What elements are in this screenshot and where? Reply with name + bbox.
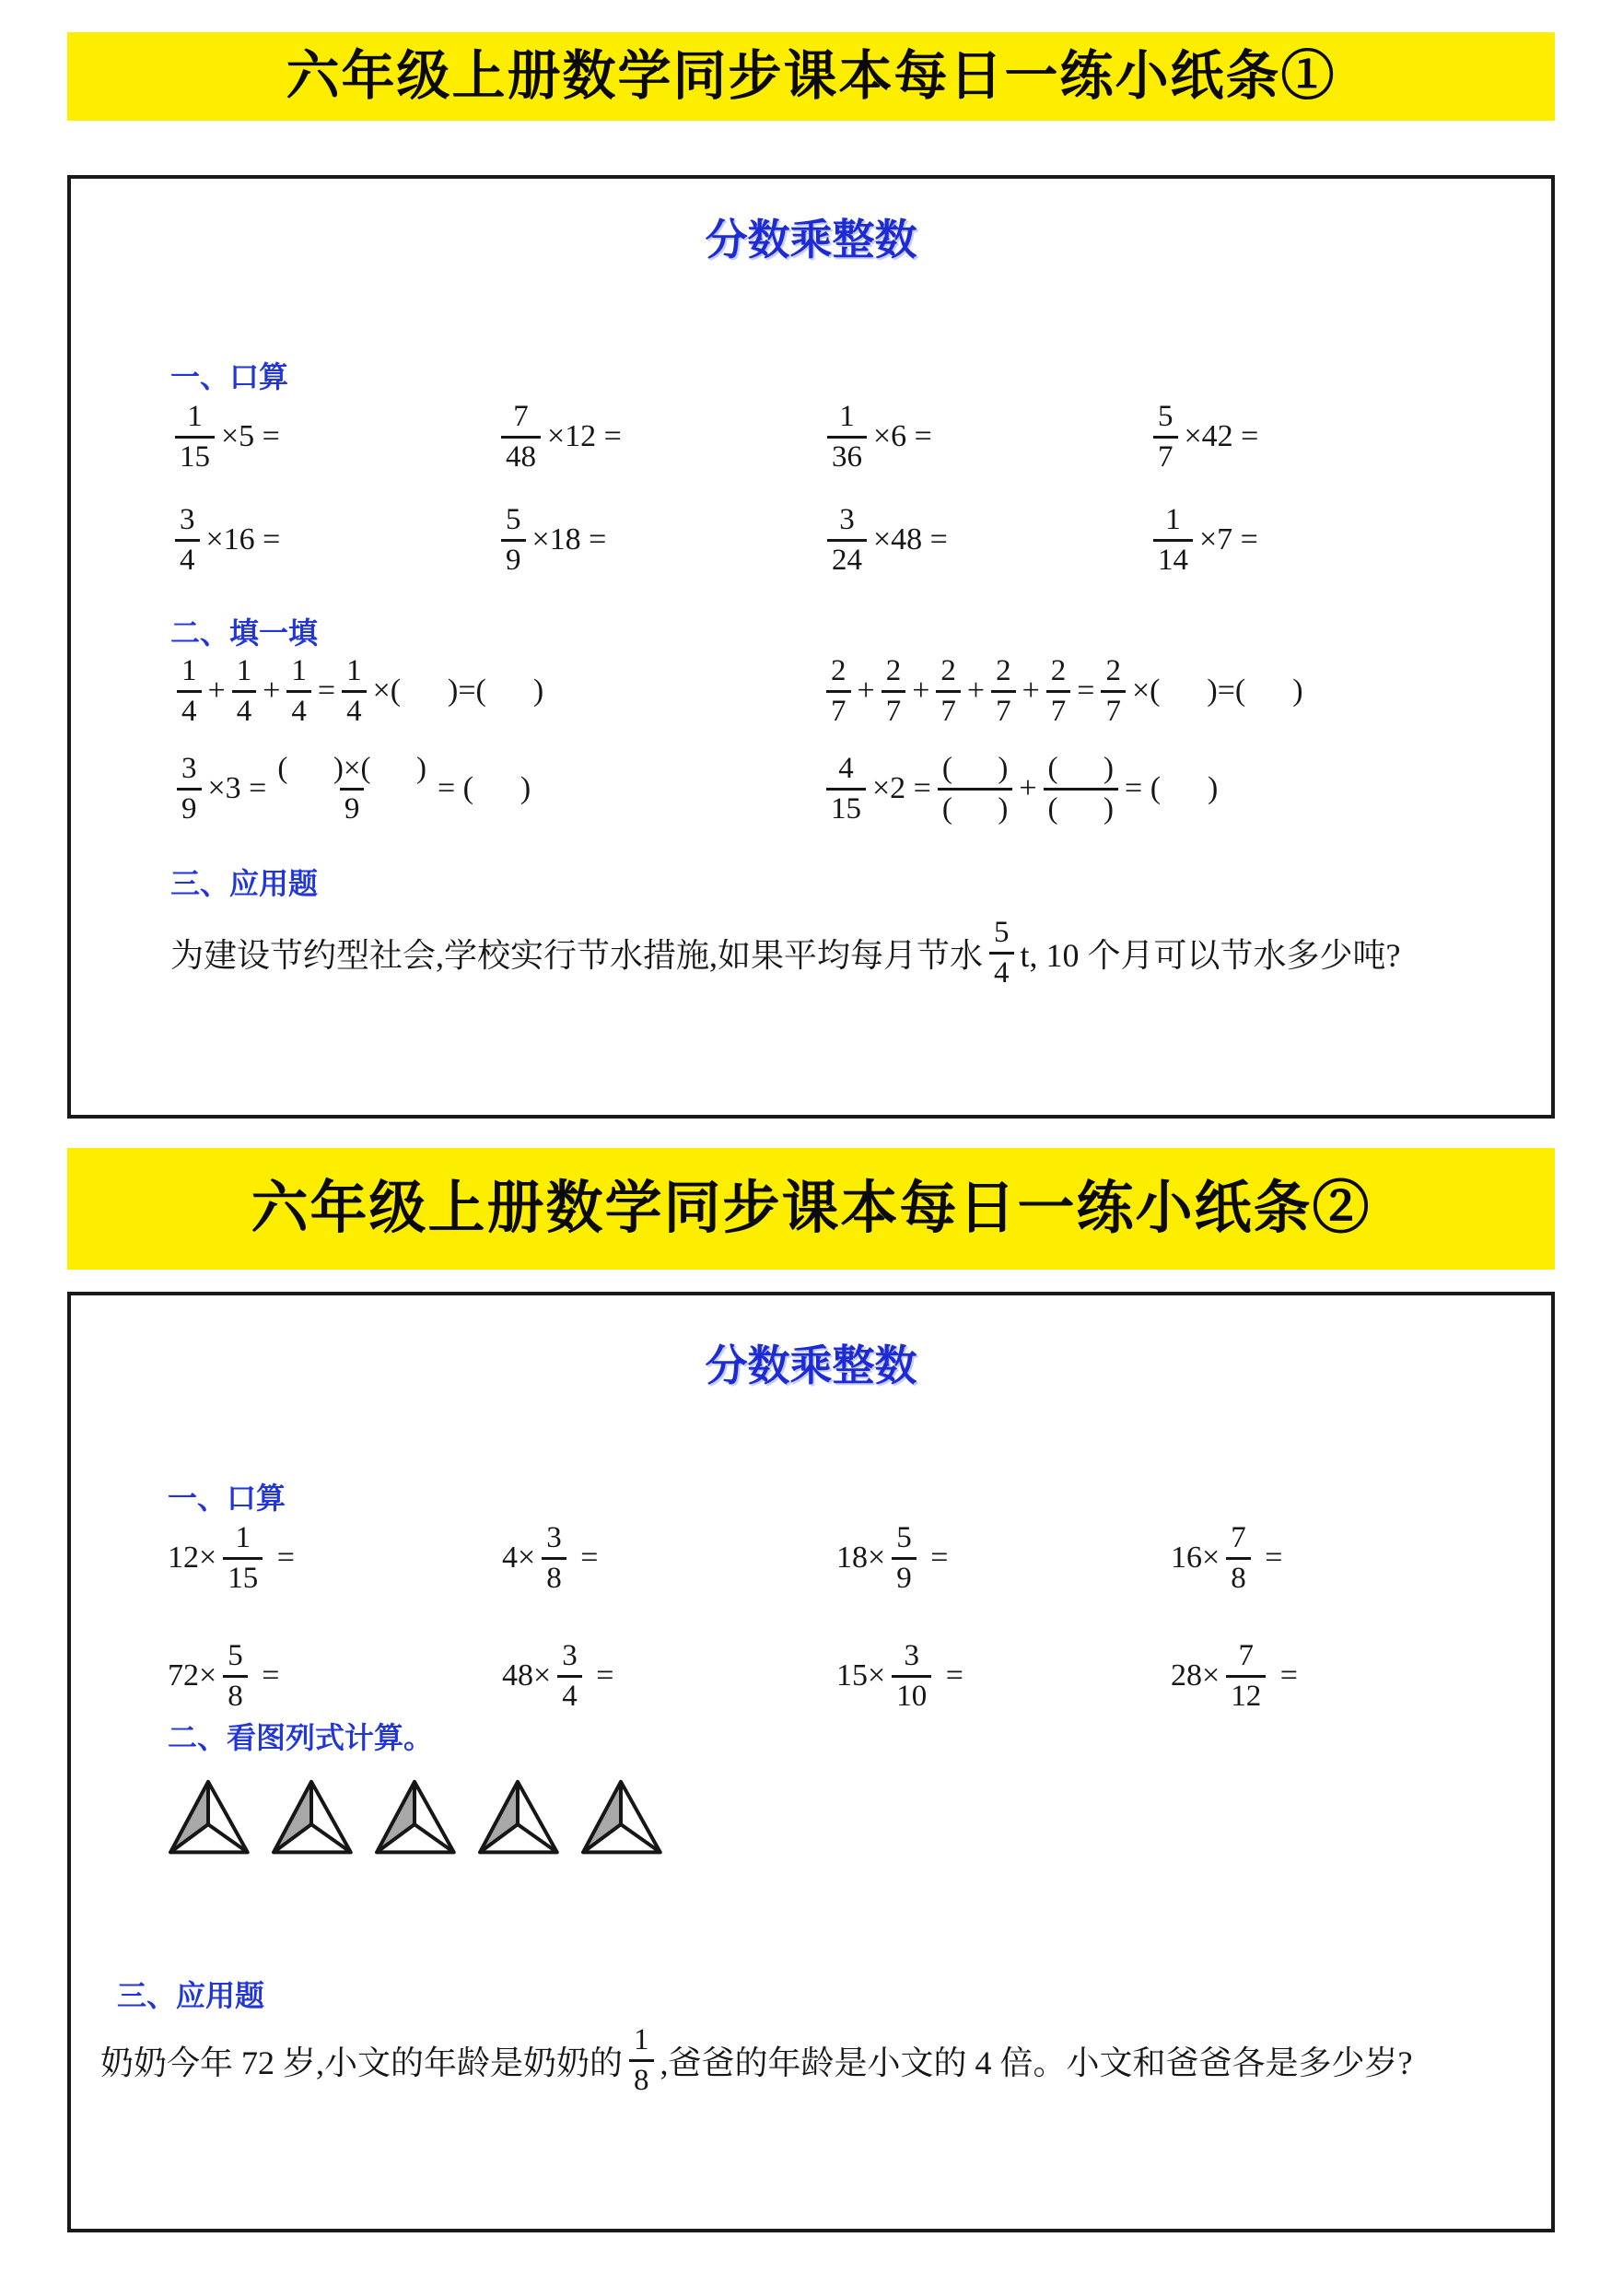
math-text: 16×	[1171, 1540, 1220, 1576]
oral-problem	[835, 1639, 1169, 1714]
fraction: $\frac{4}{15}$	[826, 752, 866, 826]
math-text: 28×	[1171, 1658, 1220, 1693]
fraction: $\frac{5}{7}$	[1153, 400, 1178, 474]
fraction: $\frac{3}{4}$	[175, 503, 200, 578]
oral-problem	[166, 1639, 500, 1714]
worksheet-2-title: 分数乘整数	[705, 1341, 917, 1389]
oral-problems-1	[170, 400, 1475, 606]
math-text: ×42 =	[1184, 419, 1259, 454]
banner-1: 六年级上册数学同步课本每日一练小纸条①	[67, 32, 1555, 121]
oral-problem	[823, 400, 1149, 474]
oral-problem	[170, 400, 496, 474]
oral-problem	[835, 1521, 1169, 1596]
section-label-word-2: 三、应用题	[117, 1979, 265, 2012]
fraction: $\frac{1}{4}$	[177, 654, 202, 729]
math-text: 12×	[168, 1540, 217, 1576]
worksheet-1-title: 分数乘整数	[705, 216, 917, 264]
triangle-figure	[473, 1770, 563, 1866]
math-text: ×7 =	[1199, 522, 1258, 557]
fraction: $\frac{2}{7}$	[1046, 654, 1071, 729]
oral-problem	[500, 1521, 835, 1596]
fraction: $\frac{3}{4}$	[557, 1639, 582, 1714]
oral-problem	[1149, 400, 1475, 474]
math-text: ×48 =	[873, 522, 948, 557]
fraction: $\frac{1}{15}$	[175, 400, 215, 474]
fraction: $\frac{2}{7}$	[826, 654, 851, 729]
math-text: =	[938, 1658, 963, 1693]
fraction: $\frac{5}{4}$	[989, 916, 1014, 990]
fraction: $\frac{3}{10}$	[892, 1639, 931, 1714]
section-label-figure: 二、看图列式计算。	[168, 1721, 434, 1754]
worksheet-1	[67, 175, 1555, 1119]
fraction: $\frac{1}{4}$	[286, 654, 311, 729]
math-text: 48×	[502, 1658, 552, 1693]
math-text: =	[1272, 1658, 1298, 1693]
fraction: $\frac{1}{4}$	[232, 654, 257, 729]
math-text: =	[253, 1658, 280, 1693]
oral-problem	[166, 1521, 500, 1596]
oral-problem	[1169, 1521, 1503, 1596]
fraction: $\frac{1}{15}$	[223, 1521, 263, 1596]
math-text: 72×	[168, 1658, 217, 1693]
triangle-figure	[163, 1770, 253, 1866]
oral-problem	[496, 400, 823, 474]
math-text: =	[317, 674, 336, 709]
triangle-figure	[369, 1770, 460, 1866]
banner-2: 六年级上册数学同步课本每日一练小纸条②	[67, 1148, 1555, 1270]
triangle-figure	[576, 1770, 666, 1866]
oral-problem	[170, 503, 496, 578]
fraction: $\frac{2}{7}$	[882, 654, 906, 729]
math-text: 奶奶今年 72 岁,小文的年龄是奶奶的	[100, 2044, 624, 2081]
math-text: = ( )	[1125, 771, 1219, 806]
word-problem-1	[169, 916, 1403, 990]
triangle-figures	[163, 1770, 666, 1866]
fraction: $\frac{3}{8}$	[542, 1521, 566, 1596]
fraction: $\frac{3}{24}$	[827, 503, 867, 578]
math-text: ×5 =	[221, 419, 280, 454]
fraction: $\frac{2}{7}$	[936, 654, 961, 729]
section-label-fill: 二、填一填	[170, 616, 319, 650]
fraction: $\frac{1}{14}$	[1153, 503, 1193, 578]
math-text: =	[922, 1540, 949, 1576]
fraction: $\frac{5}{8}$	[223, 1639, 248, 1714]
fraction: $\frac{2}{7}$	[1101, 654, 1126, 729]
oral-problem	[500, 1639, 835, 1714]
fraction: $\frac{5}{9}$	[501, 503, 526, 578]
fill-problem-2	[822, 654, 1305, 729]
math-text: =	[572, 1540, 599, 1576]
math-text: 15×	[836, 1658, 886, 1693]
fill-problem-3	[172, 752, 532, 826]
fill-problem-1	[172, 654, 545, 729]
math-text: =	[588, 1658, 614, 1693]
worksheet-2	[67, 1292, 1555, 2232]
math-text: 4×	[502, 1540, 536, 1576]
math-text: =	[1077, 674, 1095, 709]
fraction: $\frac{( )}{( )}$	[938, 752, 1012, 826]
fraction: $\frac{1}{4}$	[342, 654, 367, 729]
math-text: +	[912, 674, 930, 709]
math-text: ×2 =	[872, 771, 931, 806]
fraction: $\frac{2}{7}$	[991, 654, 1016, 729]
math-text: +	[1019, 771, 1037, 806]
fraction: $\frac{1}{8}$	[629, 2023, 654, 2098]
math-text: ×12 =	[547, 419, 622, 454]
math-text: ×( )=( )	[1131, 674, 1303, 709]
math-text: =	[269, 1540, 295, 1576]
fraction: $\frac{7}{48}$	[501, 400, 541, 474]
fraction: $\frac{3}{9}$	[177, 752, 202, 826]
math-text: +	[966, 674, 986, 709]
math-text: +	[207, 674, 226, 709]
section-label-oral-2: 一、口算	[168, 1482, 286, 1515]
fraction: $\frac{7}{8}$	[1226, 1521, 1251, 1596]
oral-problem	[1169, 1639, 1503, 1714]
math-text: ×3 =	[207, 771, 267, 806]
math-text: +	[263, 674, 281, 709]
math-text: ×6 =	[873, 419, 932, 454]
fraction: $\frac{1}{36}$	[827, 400, 867, 474]
fraction: $\frac{5}{9}$	[892, 1521, 917, 1596]
math-text: +	[1022, 674, 1040, 709]
math-text: ×18 =	[531, 522, 607, 557]
oral-problem	[496, 503, 823, 578]
math-text: ×16 =	[205, 522, 281, 557]
math-text: 18×	[836, 1540, 886, 1576]
math-text: 为建设节约型社会,学校实行节水措施,如果平均每月节水	[170, 936, 984, 974]
fraction: $\frac{( )}{( )}$	[1044, 752, 1118, 826]
oral-problem	[1149, 503, 1475, 578]
math-text: ,爸爸的年龄是小文的 4 倍。小文和爸爸各是多少岁?	[660, 2044, 1413, 2081]
math-text: = ( )	[437, 771, 531, 806]
oral-problem	[823, 503, 1149, 578]
section-label-oral-1: 一、口算	[170, 360, 289, 393]
fraction: $\frac{7}{12}$	[1226, 1639, 1266, 1714]
math-text: ×( )=( )	[372, 674, 544, 709]
math-text: +	[857, 674, 875, 709]
fill-problem-4	[822, 752, 1220, 826]
fraction: $\frac{( )\times( )}{9}$	[277, 752, 426, 826]
math-text: t, 10 个月可以节水多少吨?	[1020, 936, 1401, 974]
section-label-word-1: 三、应用题	[170, 867, 319, 900]
math-text: =	[1256, 1540, 1283, 1576]
word-problem-2	[99, 2023, 1415, 2098]
triangle-figure	[266, 1770, 356, 1866]
